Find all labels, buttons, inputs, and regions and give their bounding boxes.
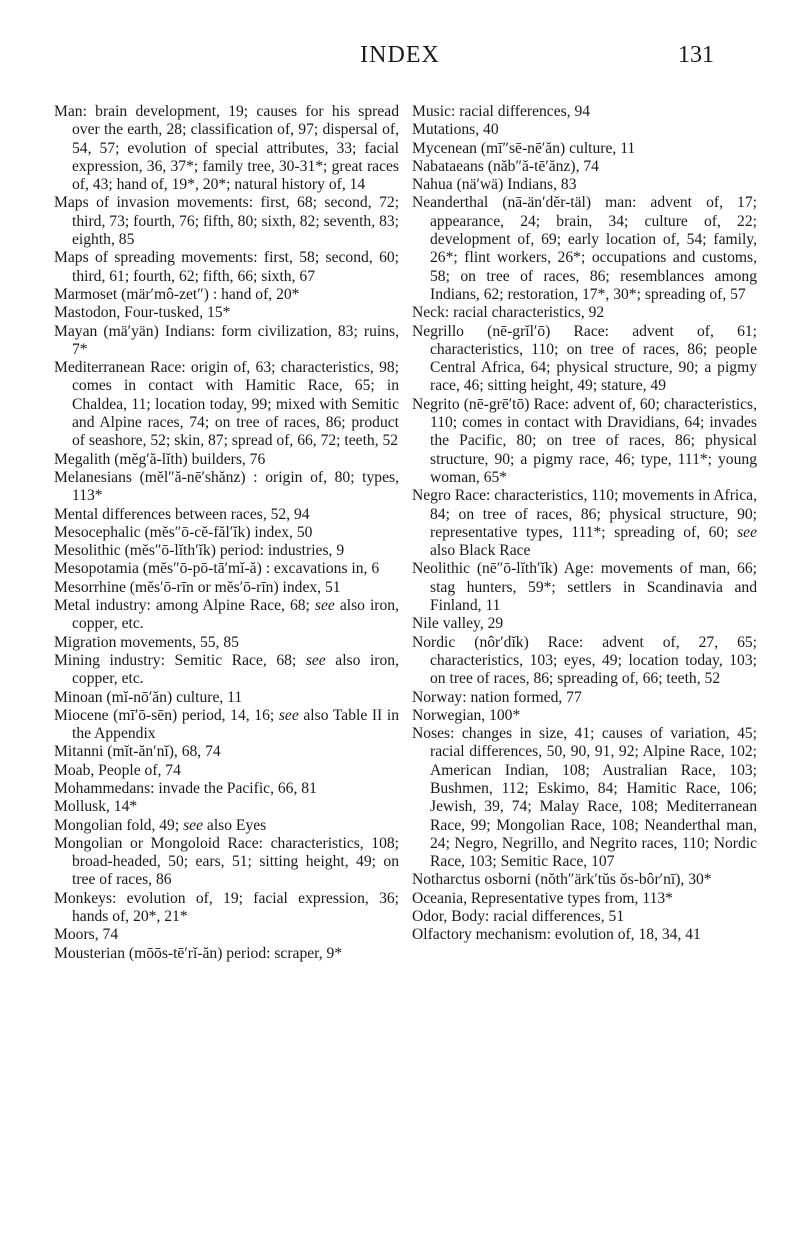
index-entry: Mastodon, Four-tusked, 15* <box>54 304 231 322</box>
see-reference: see <box>305 651 326 669</box>
index-entry: Oceania, Representative types from, 113* <box>412 889 673 907</box>
index-entry: Marmoset (mär′mô-zet″) : hand of, 20* <box>54 285 300 303</box>
index-entry: Minoan (mĭ-nō′ăn) culture, 11 <box>54 688 243 706</box>
index-entry: Mitanni (mĭt-ăn′nĭ), 68, 74 <box>54 743 221 761</box>
index-entry: Notharctus osborni (nŏth″ärk′tŭs ŏs-bôr′nī), 30* <box>412 871 712 889</box>
index-entry: Odor, Body: racial differences, 51 <box>412 908 625 926</box>
index-entry: Megalith (mĕg′ă-lĭth) builders, 76 <box>54 450 266 468</box>
index-entry: Norwegian, 100* <box>412 706 521 724</box>
see-reference: see <box>183 816 203 834</box>
index-entry: Mesopotamia (mĕs″ō-pō-tā′mĭ-ă) : excavations in, 6 <box>54 560 380 578</box>
index-entry: Nordic (nôr′dĭk) Race: advent of, 27, 65; characteristics, 103; eyes, 49; location today, 103; on tree of races, 86; spreading of, 66; teeth, 52 <box>412 633 757 688</box>
index-entry: Negrillo (nē-grĭl′ō) Race: advent of, 61; characteristics, 110; on tree of races, 86; people Central Africa, 64; physical structure, 90; a pigmy race, 46; sitting height, 49; stature, 49 <box>412 322 757 395</box>
page-number: 131 <box>678 42 714 68</box>
index-entry: Mayan (mä′yän) Indians: form civilization, 83; ruins, 7* <box>54 322 399 358</box>
index-entry: Negro Race: characteristics, 110; movements in Africa, 84; on tree of races, 86; physical structure, 90; representative types, 111*; spreading of, 60; see also Black Race <box>412 487 757 560</box>
index-entry: Man: brain development, 19; causes for his spread over the earth, 28; classification of, 97; dispersal of, 54, 57; evolution of special attributes, 33; facial expression, 36, 37*; family tree, 30-31*; great races of, 43; hand of, 19*, 20*; natural history of, 14 <box>54 103 399 194</box>
see-reference: see <box>278 706 299 724</box>
index-entry: Mediterranean Race: origin of, 63; characteristics, 98; comes in contact with Hamitic Race, 65; in Chaldea, 11; location today, 99; mixed with Semitic and Alpine races, 74; on tree of races, 86; product of seashore, 52; skin, 87; spread of, 66, 72; teeth, 52 <box>54 359 399 450</box>
index-entry: Olfactory mechanism: evolution of, 18, 34, 41 <box>412 926 701 944</box>
index-entry: Norway: nation formed, 77 <box>412 688 582 706</box>
index-entry: Mental differences between races, 52, 94 <box>54 505 310 523</box>
page-title: INDEX <box>360 42 440 68</box>
index-entry: Mesocephalic (mĕs″ō-cĕ-făl′ĭk) index, 50 <box>54 523 313 541</box>
index-entry: Neanderthal (nā-än′dĕr-täl) man: advent of, 17; appearance, 24; brain, 34; culture of, 22; development of, 69; early location of, 54; family, 26*; flint workers, 26*; occupations and customs, 58; on tree of races, 86; resemblances among Indians, 62; restoration, 17*, 30*; spreading of, 57 <box>412 194 757 303</box>
index-entry: Migration movements, 55, 85 <box>54 633 239 651</box>
index-entry: Mesorrhine (mĕs′ō-rīn or mĕs′ō-rīn) index, 51 <box>54 578 341 596</box>
index-entry: Moors, 74 <box>54 926 119 944</box>
index-entry: Moab, People of, 74 <box>54 761 181 779</box>
index-entry: Nabataeans (năb″ă-tē′ănz), 74 <box>412 157 599 175</box>
index-entry: Mousterian (mōōs-tē′rĭ-ăn) period: scraper, 9* <box>54 944 343 962</box>
index-entry: Mongolian fold, 49; see also Eyes <box>54 816 267 834</box>
index-entry: Mongolian or Mongoloid Race: characteristics, 108; broad-headed, 50; ears, 51; sitting height, 49; on tree of races, 86 <box>54 834 399 889</box>
index-entry: Mesolithic (mĕs″ō-lĭth′ĭk) period: industries, 9 <box>54 542 345 560</box>
index-entry: Noses: changes in size, 41; causes of variation, 45; racial differences, 50, 90, 91, 92; Alpine Race, 102; American Indian, 108; Australian Race, 103; Bushmen, 112; Eskimo, 84; Hamitic Race, 106; Jewish, 39, 74; Malay Race, 108; Mediterranean Race, 99; Mongolian Race, 108; Neanderthal man, 24; Negro, Negrillo, and Negrito races, 110; Nordic Race, 103; Semitic Race, 107 <box>412 725 757 871</box>
index-entry: Music: racial differences, 94 <box>412 103 591 120</box>
page-header <box>0 42 800 76</box>
index-entry: Melanesians (mĕl″ă-nē′shănz) : origin of, 80; types, 113* <box>54 468 399 505</box>
index-entry: Nile valley, 29 <box>412 615 504 633</box>
index-column-left <box>54 103 399 963</box>
index-entry: Mollusk, 14* <box>54 798 138 816</box>
index-column-right <box>412 103 757 945</box>
index-entry: Miocene (mī′ō-sēn) period, 14, 16; see also Table II in the Appendix <box>54 706 399 743</box>
index-entry: Mutations, 40 <box>412 121 499 139</box>
see-reference: see <box>737 523 757 541</box>
index-entry: Mohammedans: invade the Pacific, 66, 81 <box>54 779 317 797</box>
index-entry: Maps of spreading movements: first, 58; second, 60; third, 61; fourth, 62; fifth, 66; sixth, 67 <box>54 249 399 285</box>
index-entry: Metal industry: among Alpine Race, 68; see also iron, copper, etc. <box>54 597 399 633</box>
index-entry: Neck: racial characteristics, 92 <box>412 304 605 322</box>
index-entry: Mining industry: Semitic Race, 68; see also iron, copper, etc. <box>54 651 399 688</box>
index-entry: Maps of invasion movements: first, 68; second, 72; third, 73; fourth, 76; fifth, 80; sixth, 82; seventh, 83; eighth, 85 <box>54 194 399 249</box>
index-entry: Mycenean (mī″sē-nē′ăn) culture, 11 <box>412 139 636 157</box>
index-entry: Monkeys: evolution of, 19; facial expression, 36; hands of, 20*, 21* <box>54 889 399 926</box>
see-reference: see <box>314 597 335 615</box>
index-entry: Negrito (nē-grē′tō) Race: advent of, 60; characteristics, 110; comes in contact with Dravidians, 64; invades the Pacific, 80; on tree of races, 86; physical structure, 90; a pigmy race, 46; type, 111*; young woman, 65* <box>412 395 757 486</box>
index-entry: Neolithic (nē″ō-lĭth′ĭk) Age: movements of man, 66; stag hunters, 59*; settlers in Scandinavia and Finland, 11 <box>412 560 757 615</box>
index-entry: Nahua (nä′wä) Indians, 83 <box>412 176 577 194</box>
